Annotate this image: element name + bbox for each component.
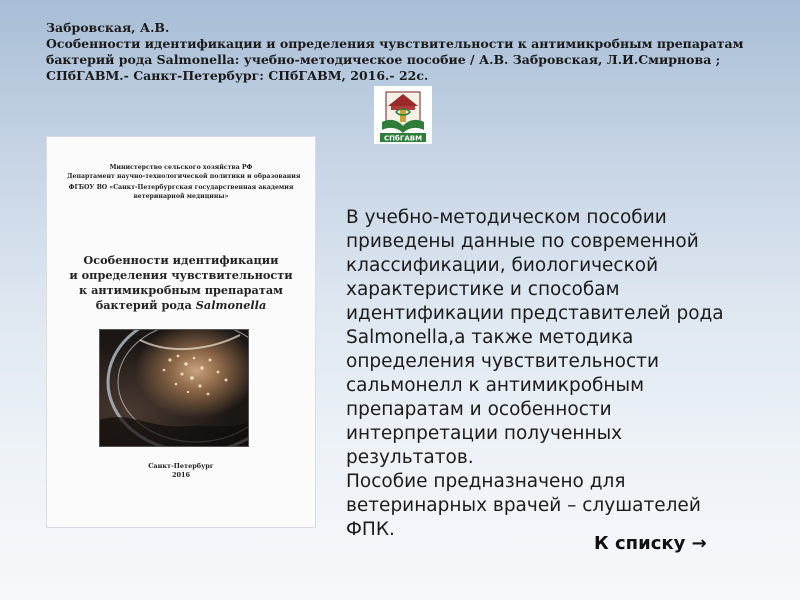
description-line: ФПК. bbox=[346, 519, 395, 540]
description-line: Пособие предназначено для bbox=[346, 471, 626, 492]
book-description bbox=[346, 206, 766, 542]
description-line: сальмонелл к антимикробным bbox=[346, 375, 645, 396]
cover-city: Санкт-Петербург bbox=[148, 462, 214, 470]
citation-block bbox=[46, 20, 746, 84]
description-line: препаратам и особенности bbox=[346, 399, 612, 420]
cover-title bbox=[55, 253, 307, 313]
book-cover bbox=[47, 137, 315, 527]
cover-title-genus: Salmonella bbox=[195, 298, 267, 312]
cover-department: Департамент научно-технологической политики и образования bbox=[67, 173, 301, 180]
emblem-label: СПбГАВМ bbox=[383, 134, 423, 143]
cover-title-line-3: к антимикробным препаратам bbox=[78, 283, 283, 297]
description-line: определения чувствительности bbox=[346, 351, 659, 372]
citation-author: Забровская, А.В. bbox=[46, 20, 170, 35]
cover-academy-line-1: ФГБОУ ВО «Санкт-Петербургская государственная академия bbox=[68, 184, 294, 191]
citation-title-line-2: бактерий рода Salmonella: учебно-методическое пособие / А.В. Забровская, Л.И.Смирнова ; bbox=[46, 52, 721, 67]
citation-publisher: СПбГАВМ.- Санкт-Петербург: СПбГАВМ, 2016.- 22с. bbox=[46, 68, 429, 83]
back-to-list-link[interactable]: К списку → bbox=[594, 533, 707, 554]
cover-ministry: Министерство сельского хозяйства РФ bbox=[109, 164, 253, 171]
description-line: ветеринарных врачей – слушателей bbox=[346, 495, 701, 516]
cover-petri-dish-image bbox=[99, 329, 249, 447]
petri-dish-icon bbox=[100, 330, 248, 446]
cover-title-line-4 bbox=[55, 298, 307, 313]
cover-academy-line-2: ветеринарной медицины» bbox=[133, 193, 229, 200]
description-line: В учебно-методическом пособии bbox=[346, 207, 667, 228]
cover-year: 2016 bbox=[171, 471, 191, 479]
cover-title-line-2: и определения чувствительности bbox=[69, 268, 293, 282]
description-line: результатов. bbox=[346, 447, 474, 468]
academy-emblem-icon bbox=[374, 86, 432, 144]
cover-imprint bbox=[47, 462, 315, 480]
description-line: Salmonella,а также методика bbox=[346, 327, 634, 348]
cover-title-genus-prefix: бактерий рода bbox=[95, 298, 192, 312]
description-line: идентификации представителей рода bbox=[346, 303, 724, 324]
description-line: характеристике и способам bbox=[346, 279, 620, 300]
description-line: классификации, биологической bbox=[346, 255, 659, 276]
description-line: интерпретации полученных bbox=[346, 423, 623, 444]
citation-title-line-1: Особенности идентификации и определения чувствительности к антимикробным препаратам bbox=[46, 36, 744, 51]
cover-organization bbox=[67, 163, 301, 201]
description-line: приведены данные по современной bbox=[346, 231, 699, 252]
cover-title-line-1: Особенности идентификации bbox=[83, 253, 279, 267]
